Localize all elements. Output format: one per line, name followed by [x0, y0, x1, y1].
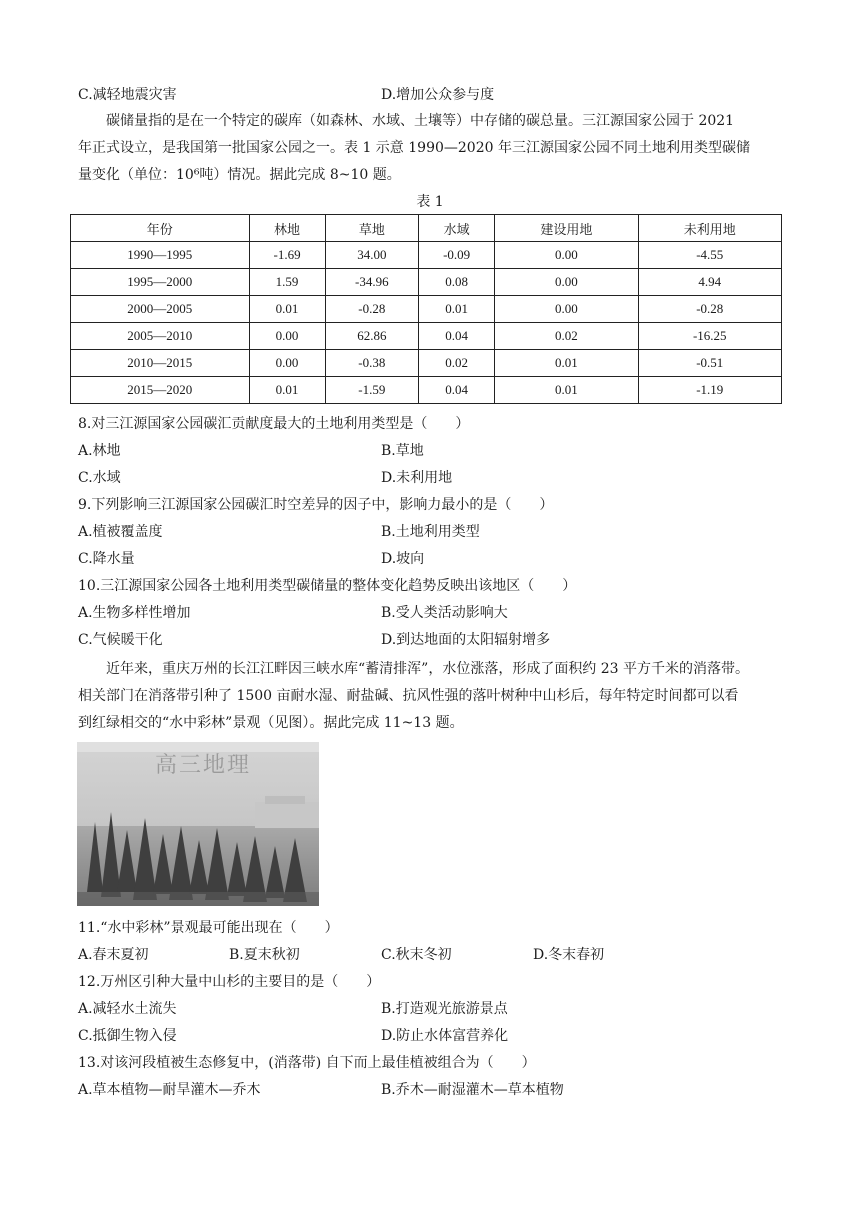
table-header-row	[71, 215, 782, 242]
question-8-option-c: C.水域	[78, 470, 121, 486]
table-row	[71, 296, 782, 323]
header-grassland: 草地	[325, 215, 419, 242]
photo-scene	[77, 742, 319, 906]
passage-1-line-2: 年正式设立，是我国第一批国家公园之一。表 1 示意 1990—2020 年三江源国家公园不同土地利用类型碳储	[78, 140, 750, 156]
table-cell: 0.01	[419, 296, 495, 323]
table-cell: -0.28	[325, 296, 419, 323]
table-row	[71, 323, 782, 350]
question-12-option-d: D.防止水体富营养化	[381, 1028, 509, 1044]
table-cell: 2015—2020	[71, 377, 250, 404]
table-cell: 0.01	[495, 377, 638, 404]
table-cell: 0.04	[419, 377, 495, 404]
table-row	[71, 269, 782, 296]
table-cell: 1990—1995	[71, 242, 250, 269]
table-cell: 1995—2000	[71, 269, 250, 296]
table-cell: 0.01	[249, 377, 325, 404]
header-forest: 林地	[249, 215, 325, 242]
table-row	[71, 242, 782, 269]
header-construction: 建设用地	[495, 215, 638, 242]
table-cell: 0.00	[495, 296, 638, 323]
passage-2	[78, 656, 783, 737]
table-cell: 0.00	[495, 242, 638, 269]
question-10-option-d: D.到达地面的太阳辐射增多	[381, 632, 551, 648]
question-10-option-a: A.生物多样性增加	[78, 605, 191, 621]
table-caption: 表 1	[416, 194, 444, 210]
question-9-option-d: D.坡向	[381, 551, 425, 567]
table-cell: 0.00	[249, 323, 325, 350]
header-unused: 未利用地	[638, 215, 781, 242]
option-d: D.增加公众参与度	[381, 87, 495, 103]
table-cell: 2000—2005	[71, 296, 250, 323]
question-10-stem: 10.三江源国家公园各土地利用类型碳储量的整体变化趋势反映出该地区（ ）	[78, 578, 577, 594]
question-12-stem: 12.万州区引种大量中山杉的主要目的是（ ）	[78, 974, 381, 990]
question-13-option-b: B.乔木—耐湿灌木—草本植物	[381, 1082, 564, 1098]
table-cell: 0.01	[249, 296, 325, 323]
question-10-option-c: C.气候暖干化	[78, 632, 163, 648]
table-cell: -4.55	[638, 242, 781, 269]
table-cell: 0.02	[495, 323, 638, 350]
passage-2-line-2: 相关部门在消落带引种了 1500 亩耐水湿、耐盐碱、抗风性强的落叶树种中山杉后，每年特定时间都可以看	[78, 688, 739, 704]
table-cell: -0.09	[419, 242, 495, 269]
question-13-stem: 13.对该河段植被生态修复中，(消落带) 自下而上最佳植被组合为（ ）	[78, 1055, 536, 1071]
carbon-storage-table	[70, 214, 782, 404]
table-cell: -1.19	[638, 377, 781, 404]
question-13-option-a: A.草本植物—耐旱灌木—乔木	[78, 1082, 261, 1098]
table-cell: 2010—2015	[71, 350, 250, 377]
question-9-option-b: B.土地利用类型	[381, 524, 480, 540]
table-cell: 0.02	[419, 350, 495, 377]
header-year: 年份	[71, 215, 250, 242]
table-cell: 1.59	[249, 269, 325, 296]
passage-2-line-1: 近年来，重庆万州的长江江畔因三峡水库“蓄清排浑”，水位涨落，形成了面积约 23 平方千米的消落带。	[106, 661, 750, 677]
water-forest-photo	[77, 742, 319, 906]
question-12-option-c: C.抵御生物入侵	[78, 1028, 177, 1044]
table-row	[71, 350, 782, 377]
table-cell: -1.69	[249, 242, 325, 269]
table-cell: 0.08	[419, 269, 495, 296]
question-11-option-c: C.秋末冬初	[381, 947, 452, 963]
table-cell: 0.04	[419, 323, 495, 350]
question-9-stem: 9.下列影响三江源国家公园碳汇时空差异的因子中，影响力最小的是（ ）	[78, 497, 554, 513]
table-cell: 2005—2010	[71, 323, 250, 350]
table-cell: 0.00	[249, 350, 325, 377]
table-cell: -16.25	[638, 323, 781, 350]
question-12-option-a: A.减轻水土流失	[78, 1001, 177, 1017]
table-row	[71, 377, 782, 404]
table-cell: 0.00	[495, 269, 638, 296]
question-8-stem: 8.对三江源国家公园碳汇贡献度最大的土地利用类型是（ ）	[78, 416, 470, 432]
table-cell: 0.01	[495, 350, 638, 377]
question-10-option-b: B.受人类活动影响大	[381, 605, 508, 621]
table-cell: -34.96	[325, 269, 419, 296]
table-cell: 34.00	[325, 242, 419, 269]
question-11-option-d: D.冬末春初	[533, 947, 605, 963]
option-c: C.减轻地震灾害	[78, 87, 177, 103]
question-11-stem: 11.“水中彩林”景观最可能出现在（ ）	[78, 920, 339, 936]
table-cell: 4.94	[638, 269, 781, 296]
question-11-option-a: A.春末夏初	[78, 947, 149, 963]
table-cell: -1.59	[325, 377, 419, 404]
question-8-option-a: A.林地	[78, 443, 121, 459]
question-11-option-b: B.夏末秋初	[229, 947, 300, 963]
passage-1-line-1: 碳储量指的是在一个特定的碳库（如森林、水域、土壤等）中存储的碳总量。三江源国家公园于 2021	[106, 113, 735, 129]
question-8-option-d: D.未利用地	[381, 470, 453, 486]
passage-1	[78, 108, 783, 189]
table-cell: -0.51	[638, 350, 781, 377]
table-cell: 62.86	[325, 323, 419, 350]
table-cell: -0.38	[325, 350, 419, 377]
question-12-option-b: B.打造观光旅游景点	[381, 1001, 508, 1017]
question-9-option-c: C.降水量	[78, 551, 135, 567]
passage-2-line-3: 到红绿相交的“水中彩林”景观（见图）。据此完成 11~13 题。	[78, 715, 464, 731]
passage-1-line-3: 量变化（单位：10⁶吨）情况。据此完成 8~10 题。	[78, 167, 401, 183]
header-water: 水域	[419, 215, 495, 242]
photo-watermark: 高三地理	[155, 753, 252, 778]
table-cell: -0.28	[638, 296, 781, 323]
question-9-option-a: A.植被覆盖度	[78, 524, 163, 540]
question-8-option-b: B.草地	[381, 443, 424, 459]
